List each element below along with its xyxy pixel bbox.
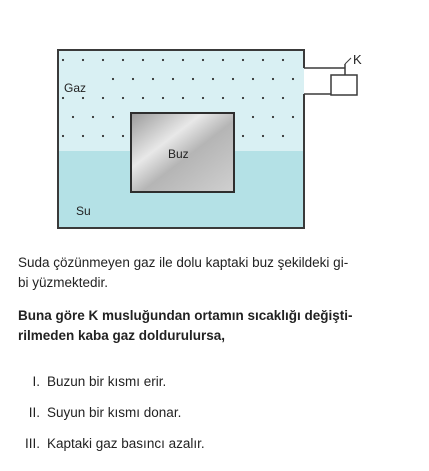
gas-particle [102,97,104,99]
gas-particle [92,116,94,118]
gas-particle [122,135,124,137]
gas-particle [282,59,284,61]
gas-particle [262,135,264,137]
gas-particle [142,59,144,61]
gas-particle [62,135,64,137]
gas-particle [282,135,284,137]
gas-particle [72,116,74,118]
water-label: Su [76,204,91,218]
gas-particle [182,97,184,99]
statement-1 [18,373,166,391]
statement-3 [18,435,205,453]
valve-k [304,58,357,95]
gas-particle [212,78,214,80]
gas-particle [162,97,164,99]
gas-particle [262,97,264,99]
statement-text: Kaptaki gaz basıncı azalır. [47,436,205,451]
statement-number: III. [24,436,40,451]
question-paragraph: Buna göre K musluğundan ortamın sıcaklığı değişti- rilmeden kaba gaz doldurulursa, [18,308,353,343]
gas-particle [252,116,254,118]
statement-text: Suyun bir kısmı donar. [47,405,182,420]
gas-particle [62,97,64,99]
gas-particle [232,78,234,80]
gas-particle [282,97,284,99]
gas-particle [202,97,204,99]
gas-particle [242,59,244,61]
gas-particle [162,59,164,61]
gas-particle [242,135,244,137]
intro-paragraph: Suda çözünmeyen gaz ile dolu kaptaki buz şekildeki gi- bi yüzmektedir. [18,255,349,290]
gas-particle [192,78,194,80]
gas-particle [122,97,124,99]
gas-particle [242,97,244,99]
gas-particle [172,78,174,80]
gas-particle [102,135,104,137]
gas-particle [102,59,104,61]
statement-2 [18,404,181,422]
gas-particle [82,59,84,61]
gas-particle [122,59,124,61]
gas-particle [182,59,184,61]
statement-text: Buzun bir kısmı erir. [47,374,167,389]
gas-particle [292,116,294,118]
gas-particle [82,135,84,137]
valve-label: K [353,52,362,67]
gas-particle [272,116,274,118]
gas-label: Gaz [64,81,87,95]
gas-particle [262,59,264,61]
gas-particle [132,78,134,80]
ice-label: Buz [168,147,189,161]
gas-particle [142,97,144,99]
gas-particle [202,59,204,61]
gas-particle [292,78,294,80]
gas-particle [272,78,274,80]
gas-particle [152,78,154,80]
statement-number: II. [28,405,40,420]
statement-number: I. [32,374,40,389]
gas-particle [222,97,224,99]
gas-particle [112,116,114,118]
gas-particle [252,78,254,80]
gas-particle [222,59,224,61]
gas-particle [82,97,84,99]
gas-particle [62,59,64,61]
gas-particle [112,78,114,80]
